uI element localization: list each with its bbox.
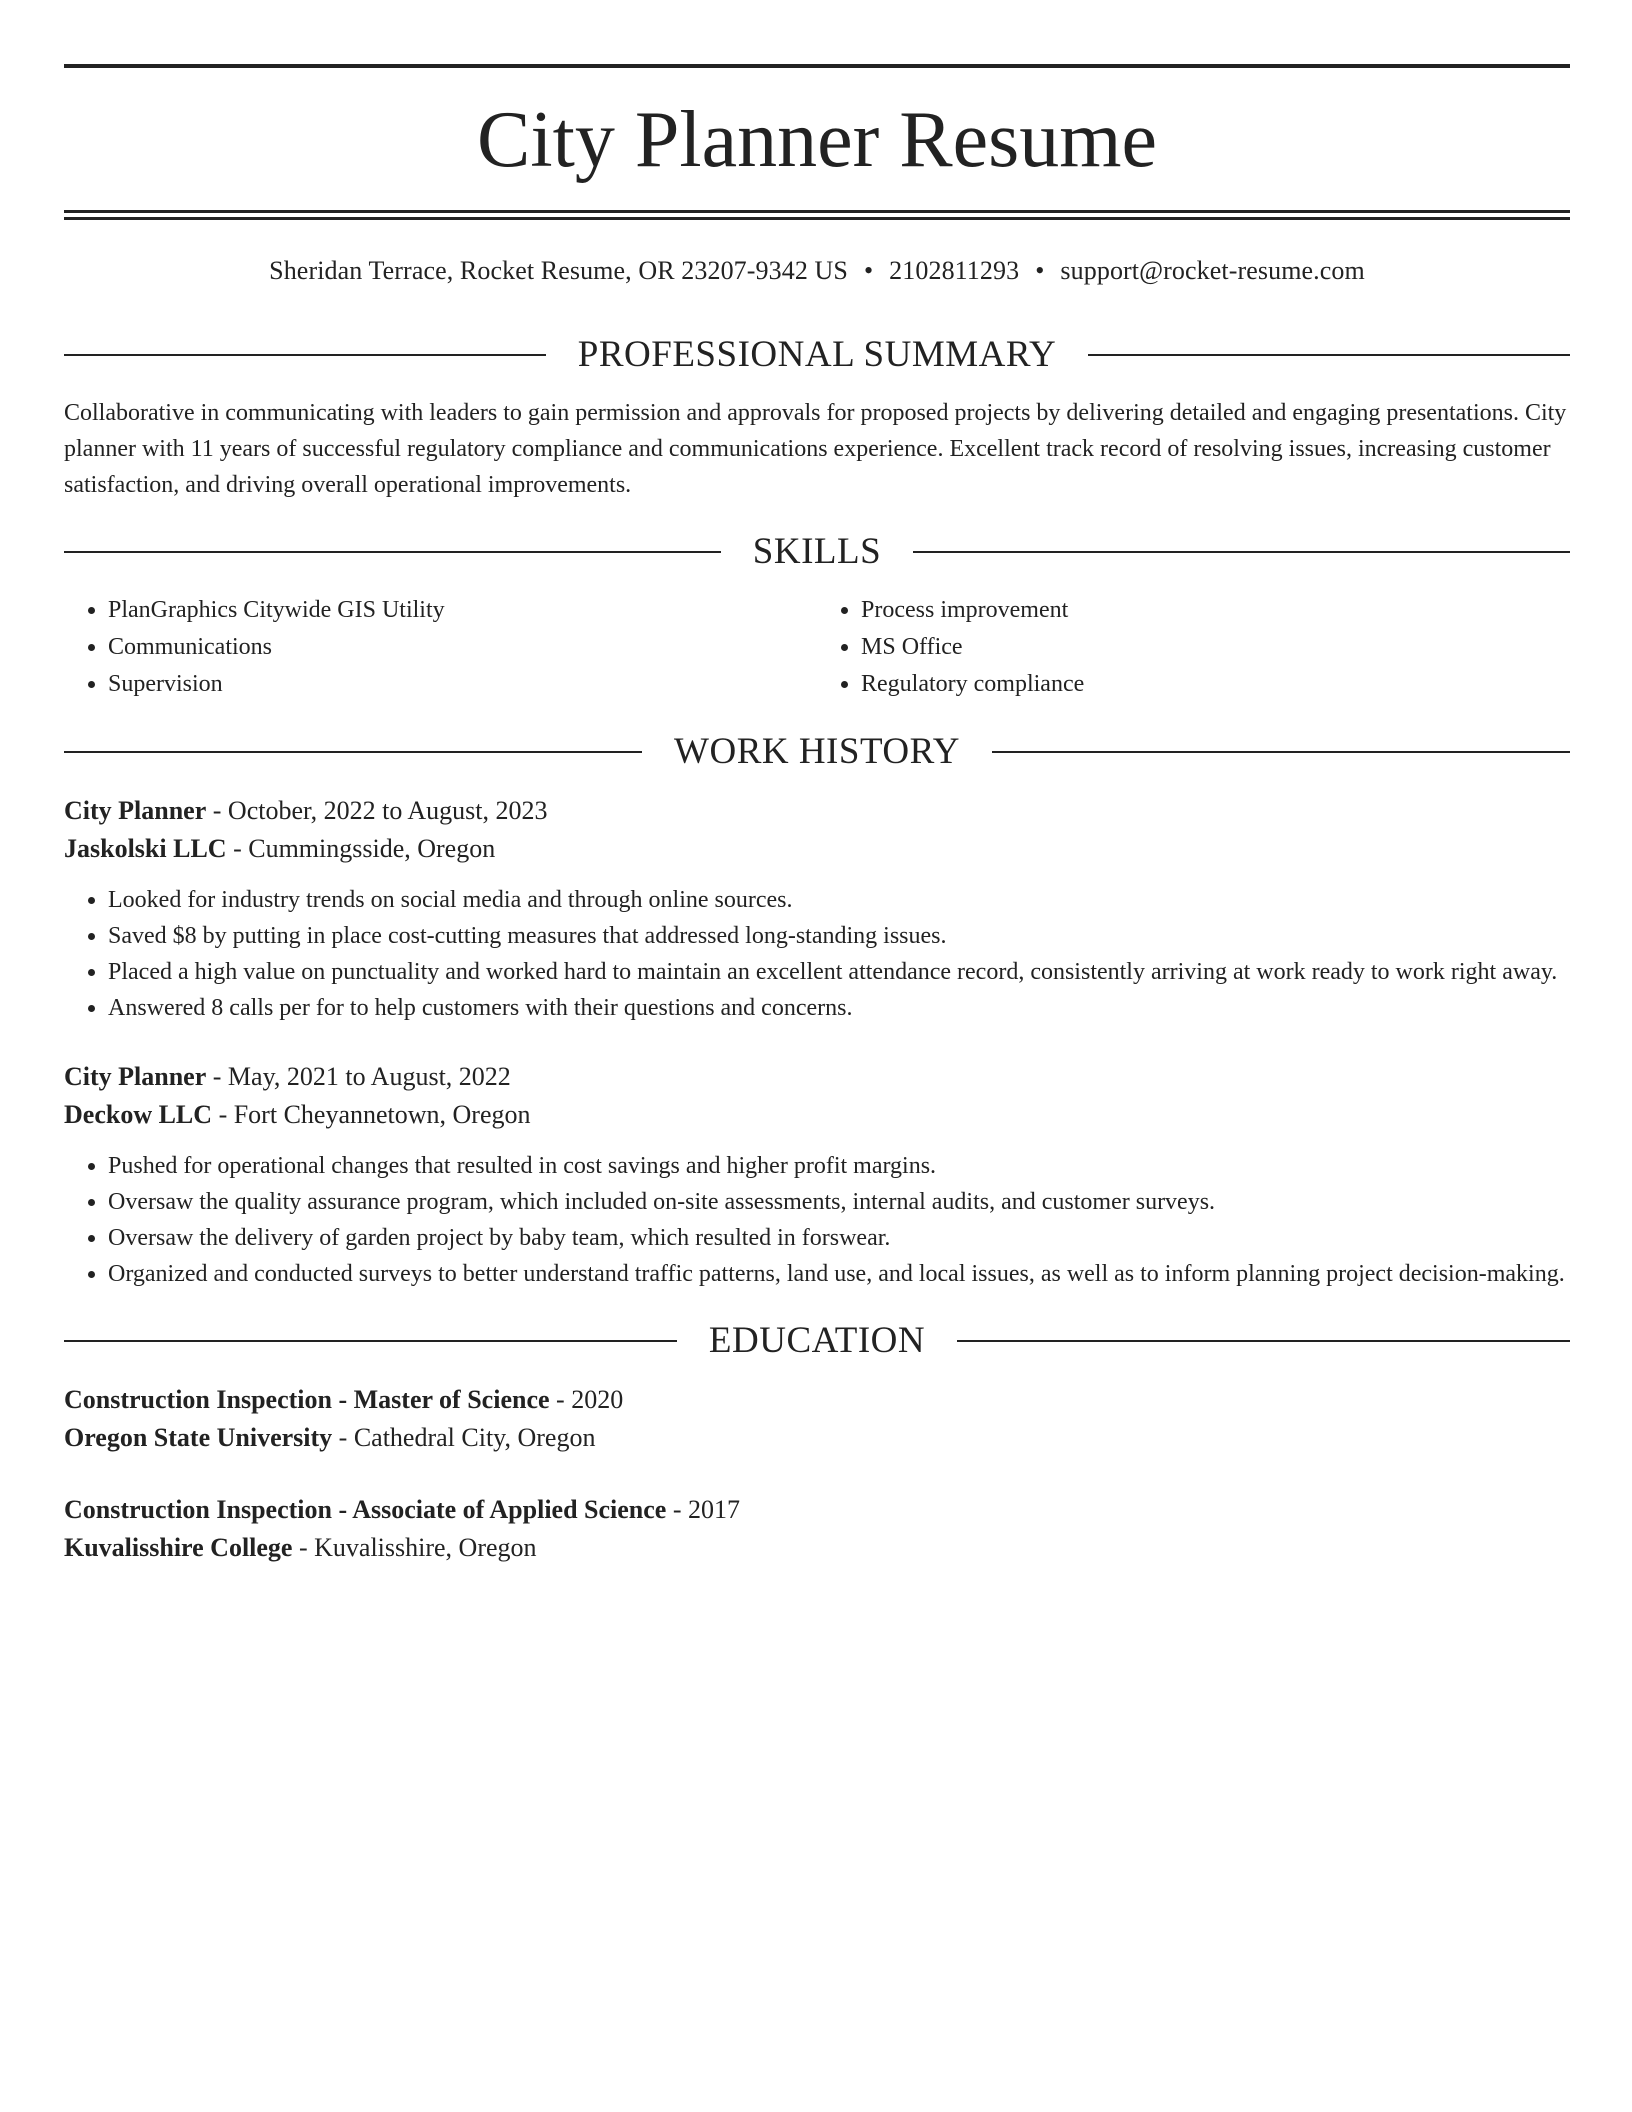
education-school-line [64, 1419, 1570, 1457]
section-heading-summary [64, 336, 1570, 373]
job-title-line [64, 1058, 1570, 1096]
skills-list [64, 592, 1570, 703]
resume-page [64, 64, 1570, 1567]
skills-column-right [817, 592, 1570, 703]
heading-rule-left [64, 1340, 677, 1342]
section-title-skills: SKILLS [752, 531, 882, 572]
skill-item: • Regulatory compliance [861, 666, 1570, 703]
section-heading-work [64, 733, 1570, 770]
education-school: Oregon State University [64, 1423, 333, 1452]
resume-title: City Planner Resume [477, 96, 1157, 184]
section-heading-skills [64, 533, 1570, 570]
job-bullets [64, 882, 1570, 1026]
job-location: - Fort Cheyannetown, Oregon [212, 1100, 531, 1129]
job-company: Deckow LLC [64, 1100, 213, 1129]
contact-separator: • [1035, 256, 1045, 285]
education-degree-line [64, 1491, 1570, 1529]
section-title-education: EDUCATION [708, 1320, 926, 1361]
skills-column-left [64, 592, 817, 703]
education-entry [64, 1491, 1570, 1567]
job-company-line [64, 1096, 1570, 1134]
education-entry [64, 1381, 1570, 1457]
job-title-line [64, 792, 1570, 830]
job-bullets [64, 1148, 1570, 1292]
job-entry [64, 792, 1570, 1026]
education-degree: Construction Inspection - Master of Science [64, 1385, 550, 1414]
skill-item: • Communications [108, 629, 817, 666]
heading-rule-right [913, 551, 1570, 553]
education-location: - Kuvalisshire, Oregon [292, 1533, 537, 1562]
heading-rule-left [64, 551, 721, 553]
job-title: City Planner [64, 796, 207, 825]
heading-rule-right [957, 1340, 1570, 1342]
education-degree: Construction Inspection - Associate of Applied Science [64, 1495, 667, 1524]
contact-separator: • [863, 256, 874, 285]
job-dates: - October, 2022 to August, 2023 [206, 796, 548, 825]
contact-email[interactable]: support@rocket-resume.com [1060, 256, 1365, 285]
section-title-summary: PROFESSIONAL SUMMARY [577, 334, 1057, 375]
heading-rule-right [992, 751, 1570, 753]
section-title-work: WORK HISTORY [674, 731, 960, 772]
heading-rule-right [1088, 354, 1570, 356]
education-school: Kuvalisshire College [64, 1533, 293, 1562]
heading-rule-left [64, 751, 642, 753]
summary-text: Collaborative in communicating with leaders to gain permission and approvals for proposed projects by delivering detailed and engaging presentations. City planner with 11 years of successful regulatory compliance and communications experience. Excellent track record of resolving issues, increasing customer satisfaction, and driving overall operational improvements. [64, 400, 1567, 498]
contact-line [64, 258, 1570, 284]
skill-item: • Supervision [108, 666, 817, 703]
job-bullet: • Organized and conducted surveys to better understand traffic patterns, land use, and local issues, as well as to inform planning project decision-making. [108, 1256, 1570, 1292]
job-bullet: • Oversaw the quality assurance program, which included on-site assessments, internal audits, and customer surveys. [108, 1184, 1570, 1220]
contact-phone: 2102811293 [889, 256, 1020, 285]
job-location: - Cummingsside, Oregon [226, 834, 496, 863]
skill-item: • Process improvement [861, 592, 1570, 629]
education-year: - 2020 [549, 1385, 624, 1414]
job-entry [64, 1058, 1570, 1292]
job-title: City Planner [64, 1062, 207, 1091]
job-company: Jaskolski LLC [64, 834, 227, 863]
heading-rule-left [64, 354, 546, 356]
education-location: - Cathedral City, Oregon [332, 1423, 596, 1452]
job-bullet: • Pushed for operational changes that resulted in cost savings and higher profit margins. [108, 1148, 1570, 1184]
job-bullet: • Saved $8 by putting in place cost-cutting measures that addressed long-standing issues. [108, 918, 1570, 954]
section-heading-education [64, 1322, 1570, 1359]
job-company-line [64, 830, 1570, 868]
skill-item: • PlanGraphics Citywide GIS Utility [108, 592, 817, 629]
job-bullet: • Answered 8 calls per for to help customers with their questions and concerns. [108, 990, 1570, 1026]
contact-address: Sheridan Terrace, Rocket Resume, OR 23207-9342 US [269, 256, 848, 285]
job-bullet: • Placed a high value on punctuality and worked hard to maintain an excellent attendance record, consistently arriving at work ready to work right away. [108, 954, 1570, 990]
job-bullet: • Looked for industry trends on social media and through online sources. [108, 882, 1570, 918]
job-bullet: • Oversaw the delivery of garden project by baby team, which resulted in forswear. [108, 1220, 1570, 1256]
education-degree-line [64, 1381, 1570, 1419]
education-school-line [64, 1529, 1570, 1567]
education-year: - 2017 [666, 1495, 741, 1524]
job-dates: - May, 2021 to August, 2022 [206, 1062, 511, 1091]
title-double-rule [64, 210, 1570, 220]
skill-item: • MS Office [861, 629, 1570, 666]
